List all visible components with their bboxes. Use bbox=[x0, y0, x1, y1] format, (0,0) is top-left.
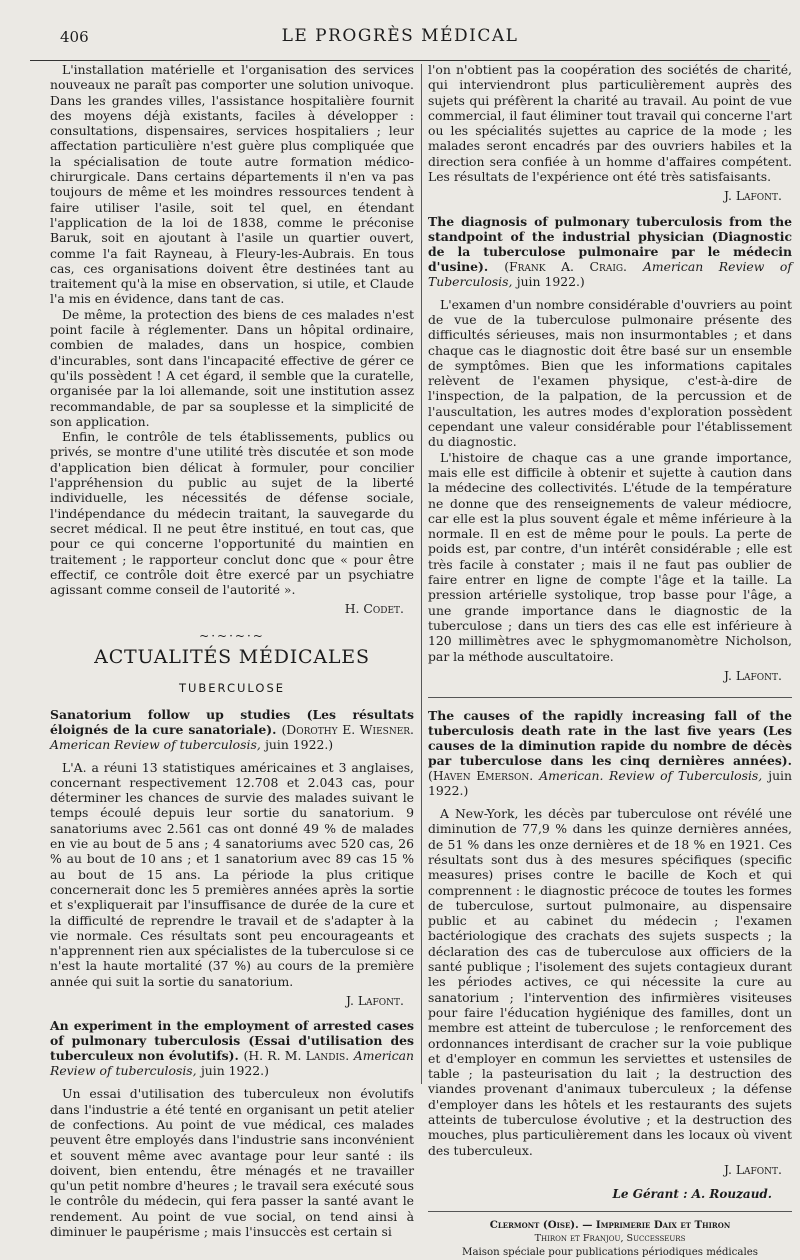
subsection-title: TUBERCULOSE bbox=[178, 681, 286, 696]
article-title: Sanatorium follow up studies (Les résultats éloignés de la cure sanatoriale). bbox=[50, 706, 414, 737]
article-date: juin 1922.) bbox=[428, 768, 792, 799]
page-header bbox=[30, 10, 770, 61]
left-column bbox=[50, 62, 414, 1239]
page-number: 406 bbox=[60, 28, 89, 46]
article-author: Haven Emerson. bbox=[432, 768, 534, 784]
article-title: The diagnosis of pulmonary tuberculosis from the standpoint of the industrial physician (Diagnostic de la tuberculose pulmonaire par le médecin d'usine). bbox=[428, 213, 792, 274]
article-author: Dorothy E. Wiesner. bbox=[286, 721, 414, 737]
article bbox=[428, 214, 792, 683]
article-date: juin 1922.) bbox=[200, 1063, 269, 1079]
article-journal: American Review of Tuberculosis, bbox=[428, 258, 792, 289]
journal-title: LE PROGRÈS MÉDICAL bbox=[281, 26, 519, 46]
article-journal: American Review of tuberculosis, bbox=[50, 736, 261, 752]
managing-editor: Le Gérant : A. Rouzaud. bbox=[612, 1187, 772, 1202]
signature: J. Lafont. bbox=[723, 1161, 782, 1177]
article-journal: American. Review of Tuberculosis, bbox=[539, 768, 763, 784]
article-body: L'histoire de chaque cas a une grande importance, mais elle est difficile à obtenir et sujette à caution dans la médecine des collectivités. L'étude de la température ne donne que des renseignements de valeur médiocre, car elle est la plus souvent égale et même inférieure à la normale. Il en est de même pour le pouls. La perte de poids est, par contre, d'un intérêt considérable ; elle est très facile à constater ; mais il ne faut pas oublier de faire entrer en ligne de compte l'âge et la taille. La pression artérielle systolique, trop basse pour l'âge, a une grande importance dans le diagnostic de la tuberculose ; dans un tiers des cas elle est inférieure à 120 millimètres avec le sphygmomanomètre Nicholson, par la méthode auscultatoire. bbox=[428, 449, 792, 664]
signature: H. Codet. bbox=[344, 601, 404, 617]
article-body: Un essai d'utilisation des tuberculeux non évolutifs dans l'industrie a été tenté en organisant un petit atelier de confections. Au point de vue médical, ces malades peuvent être employés dans l'industrie sans inconvénient et souvent même avec avantage pour leur santé : ils doivent, bien entendu, être ménagés et ne travailler qu'un petit nombre d'heures ; le travail sera exécuté sous le contrôle du médecin, qui fera passer la santé avant le rendement. Au point de vue social, on tend ainsi à diminuer le paupérisme ; mais l'insuccès est certain si bbox=[50, 1086, 414, 1239]
article-date: juin 1922.) bbox=[265, 736, 334, 752]
article-heading: The diagnosis of pulmonary tuberculosis from the standpoint of the industrial physician (Diagnostic de la tuberculose pulmonaire par le médecin d'usine). (Frank A. Craig. American Review of Tuberculosis, juin 1922.) bbox=[428, 213, 792, 289]
printer-imprint bbox=[428, 1211, 792, 1260]
column-divider bbox=[421, 64, 422, 1084]
article-title: An experiment in the employment of arrested cases of pulmonary tuberculosis (Essai d'utilisation des tuberculeux non évolutifs). bbox=[50, 1018, 414, 1064]
article-heading: Sanatorium follow up studies (Les résultats éloignés de la cure sanatoriale). (Dorothy E. Wiesner. American Review of tuberculosis, juin 1922.) bbox=[50, 706, 414, 752]
article bbox=[428, 708, 792, 1177]
signature: J. Lafont. bbox=[723, 188, 782, 204]
ornament-divider: ~·~·~·~ bbox=[199, 628, 265, 643]
printer-line: Thiron et Franjou, Successeurs bbox=[534, 1232, 686, 1244]
article bbox=[50, 707, 414, 1009]
article-heading: The causes of the rapidly increasing fall of the tuberculosis death rate in the last five years (Les causes de la diminution rapide du nombre de décès par tuberculose dans les cinq dernières années). (Haven Emerson. American. Review of Tuberculosis, juin 1922.) bbox=[428, 708, 792, 799]
article-body: L'examen d'un nombre considérable d'ouvriers au point de vue de la tuberculose pulmonaire présente des difficultés sérieuses, mais non insurmontables ; et dans chaque cas le diagnostic doit être basé sur un ensemble de symptômes. Bien que les informations capitales relèvent de l'examen physique, c'est-à-dire de l'inspection, de la palpation, de la percussion et de l'auscultation, les autres modes d'exploration possèdent cependant une valeur considérable pour l'établissement du diagnostic. bbox=[428, 296, 792, 450]
printer-line: Clermont (Oise). — Imprimerie Daix et Thiron bbox=[489, 1218, 731, 1231]
printer-line: Maison spéciale pour publications périodiques médicales bbox=[462, 1246, 758, 1258]
article-title: The causes of the rapidly increasing fall of the tuberculosis death rate in the last five years (Les causes de la diminution rapide du nombre de décès par tuberculose dans les cinq dernières années). bbox=[428, 708, 792, 769]
right-column bbox=[428, 62, 792, 1260]
intro-paragraph: De même, la protection des biens de ces malades n'est point facile à réglementer. Dans un hôpital ordinaire, combien de malades, dans un hospice, combien d'incurables, sont dans l'incapacité effective de gérer ce qu'ils possèdent ! A cet égard, il semble que la curatelle, organisée par la loi allemande, soit une institution assez recommandable, de par sa souplesse et la simplicité de son application. bbox=[50, 306, 414, 429]
intro-paragraph: L'installation matérielle et l'organisation des services nouveaux ne paraît pas comporter une solution univoque. Dans les grandes villes, l'assistance hospitalière fournit des moyens déjà existants, faciles à développer : consultations, dispensaires, services hospitaliers ; leur affectation particulière n'est guère plus compliquée que la spécialisation de toute autre formation médico-chirurgicale. Dans certains départements il n'en va pas toujours de même et les moindres ressources tendent à faire utiliser l'asile, soit tel quel, en étendant l'application de la loi de 1838, comme le préconise Baruk, soit en ajoutant à l'asile un quartier ouvert, comme l'a fait Rayneau, à Fleury-les-Aubrais. En tous cas, ces organisations doivent être destinées tant au traitement qu'à la mise en observation, si utile, et Claude l'a mis en évidence, dans tant de cas. bbox=[50, 62, 414, 307]
article-author: Frank A. Craig. bbox=[509, 258, 627, 274]
signature: J. Lafont. bbox=[345, 993, 404, 1009]
intro-paragraph: Enfin, le contrôle de tels établissements, publics ou privés, se montre d'une utilité très discutée et son mode d'application bien délicat à formuler, pour concilier l'appréhension du public au sujet de la liberté individuelle, les nécessités de défense sociale, l'indépendance du médecin traitant, la sauvegarde du secret médical. Il ne peut être institué, en tout cas, que pour ce qui concerne l'opportunité du maintien en traitement ; le rapporteur conclut donc que « pour être effectif, ce contrôle doit être exercé par un psychiatre agissant comme conseil de l'autorité ». bbox=[50, 429, 414, 598]
section-title: ACTUALITÉS MÉDICALES bbox=[94, 645, 370, 668]
signature: J. Lafont. bbox=[723, 667, 782, 683]
article-author: H. R. M. Landis. bbox=[248, 1048, 350, 1064]
article-body: A New-York, les décès par tuberculose ont révélé une diminution de 77,9 % dans les quinze dernières années, de 51 % dans les onze dernières et de 18 % en 1921. Ces résultats sont dus à des mesures spécifiques (specific measures) prises contre le bacille de Koch et qui comprennent : le diagnostic précoce de toutes les formes de tuberculose, surtout pulmonaire, au dispensaire public et au cabinet du médecin ; l'examen bactériologique des crachats des sujets suspects ; la déclaration des cas de tuberculose aux officiers de la santé publique ; l'isolement des sujets contagieux durant les périodes actives, ce qui nécessite la cure au sanatorium ; l'intervention des infirmières visiteuses pour faire l'éducation hygiénique des familles, dont un membre est atteint de tuberculose ; le renforcement des ordonnances interdisant de cracher sur la voie publique et d'employer en commun les serviettes et ustensiles de table ; la pasteurisation du lait ; la destruction des viandes provenant d'animaux tuberculeux ; la défense d'employer dans les hôtels et les restaurants des sujets atteints de tuberculose évolutive ; et la destruction des mouches, plus particulièrement dans les locaux où vivent des tuberculeux. bbox=[428, 806, 792, 1158]
article-separator bbox=[428, 697, 792, 698]
article bbox=[50, 1018, 414, 1239]
article-heading: An experiment in the employment of arrested cases of pulmonary tuberculosis (Essai d'utilisation des tuberculeux non évolutifs). (H. R. M. Landis. American Review of tuberculosis, juin 1922.) bbox=[50, 1018, 415, 1079]
article-journal: American Review of tuberculosis, bbox=[50, 1048, 415, 1079]
article-continuation: l'on n'obtient pas la coopération des sociétés de charité, qui interviendront plus particulièrement auprès des sujets qui préfèrent la charité au travail. Au point de vue commercial, il faut éliminer tout travail qui concerne l'art ou les spécialités sujettes au caprice de la mode ; les malades seront encadrés par des ouvriers habiles et la direction sera confiée à un homme d'affaires compétent. Les résultats de l'expérience ont été très satisfaisants. bbox=[428, 62, 792, 185]
article-body: L'A. a réuni 13 statistiques américaines et 3 anglaises, concernant respectivement 12.708 et 2.043 cas, pour déterminer les chances de survie des malades suivant le temps écoulé depuis leur sortie du sanatorium. 9 sanatoriums avec 2.561 cas ont donné 49 % de malades en vie au bout de 5 ans ; 4 sanatoriums avec 520 cas, 26 % au bout de 10 ans ; et 1 sanatorium avec 89 cas 15 % au bout de 15 ans. La période la plus critique concernerait donc les 5 premières années après la sortie et s'expliquerait par l'insuffisance de durée de la cure et la difficulté de reprendre le travail et de s'adapter à la vie normale. Ces résultats sont peu encourageants et n'apprennent rien aux spécialistes de la tuberculose si ce n'est la haute mortalité (37 %) au cours de la première année qui suit la sortie du sanatorium. bbox=[50, 759, 414, 989]
article-date: juin 1922.) bbox=[516, 273, 585, 289]
